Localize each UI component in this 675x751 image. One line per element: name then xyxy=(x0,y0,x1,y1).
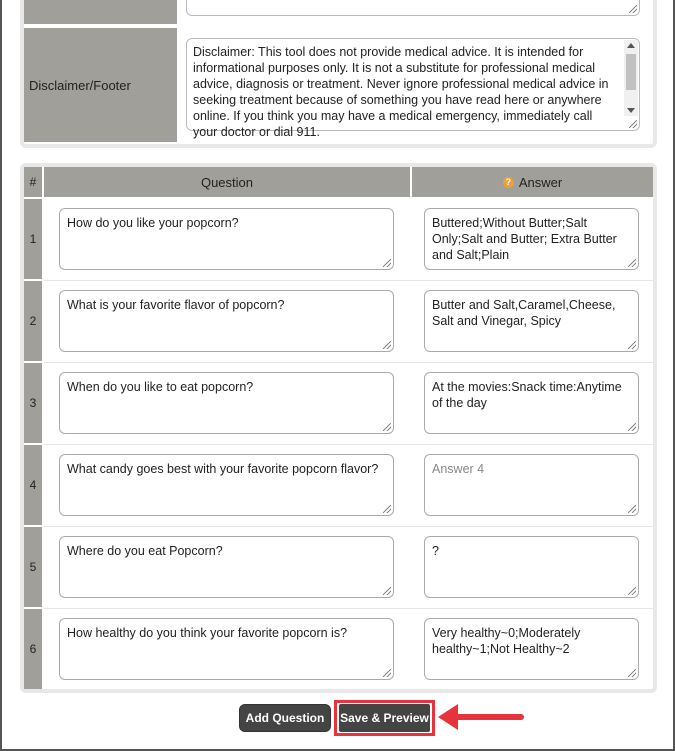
question-input[interactable] xyxy=(59,454,394,516)
answer-text: Very healthy~0;Moderately healthy~1;Not Healthy~2 xyxy=(432,626,581,656)
pointer-arrow-shaft xyxy=(454,714,524,720)
resize-grip-icon[interactable] xyxy=(629,120,637,128)
resize-grip-icon[interactable] xyxy=(383,505,391,513)
previous-field-label xyxy=(24,0,177,26)
resize-grip-icon[interactable] xyxy=(628,259,636,267)
question-text: What candy goes best with your favorite popcorn flavor? xyxy=(67,462,379,476)
table-row xyxy=(24,609,653,689)
question-input[interactable] xyxy=(59,290,394,352)
resize-grip-icon[interactable] xyxy=(628,669,636,677)
question-input[interactable] xyxy=(59,536,394,598)
question-text: What is your favorite flavor of popcorn? xyxy=(67,298,285,312)
disclaimer-textarea[interactable] xyxy=(186,38,640,139)
disclaimer-text: Disclaimer: This tool does not provide medical advice. It is intended for informational purposes only. It is not a substitute for professional medical advice, diagnosis or treatment. Never ignore professional medical advice in seeking treatment because of something you have read here or anywhere online. If you think you may have a medical emergency, immediately call your doctor or dial 911. xyxy=(193,45,609,139)
answer-input[interactable] xyxy=(424,208,639,270)
resize-grip-icon[interactable] xyxy=(628,341,636,349)
resize-grip-icon[interactable] xyxy=(628,423,636,431)
resize-grip-icon[interactable] xyxy=(383,669,391,677)
row-number: 5 xyxy=(24,527,42,607)
row-number: 4 xyxy=(24,445,42,525)
question-text: How healthy do you think your favorite popcorn is? xyxy=(67,626,348,640)
answer-input[interactable] xyxy=(424,536,639,598)
resize-grip-icon[interactable] xyxy=(628,587,636,595)
resize-grip-icon[interactable] xyxy=(628,505,636,513)
question-text: Where do you eat Popcorn? xyxy=(67,544,223,558)
answer-text: Buttered;Without Butter;Salt Only;Salt and Butter; Extra Butter and Salt;Plain xyxy=(432,216,617,262)
help-icon[interactable]: ? xyxy=(503,177,514,188)
resize-grip-icon[interactable] xyxy=(383,259,391,267)
row-number: 6 xyxy=(24,609,42,689)
add-question-button[interactable]: Add Question xyxy=(239,704,331,732)
question-input[interactable] xyxy=(59,372,394,434)
table-row xyxy=(24,199,653,279)
scroll-up-arrow-icon[interactable] xyxy=(627,43,635,48)
disclaimer-label: Disclaimer/Footer xyxy=(24,28,177,142)
save-preview-button[interactable]: Save & Preview xyxy=(339,704,430,732)
resize-grip-icon[interactable] xyxy=(383,423,391,431)
answer-text: At the movies:Snack time:Anytime of the day xyxy=(432,380,622,410)
resize-grip-icon[interactable] xyxy=(629,5,637,13)
resize-grip-icon[interactable] xyxy=(383,587,391,595)
row-number: 3 xyxy=(24,363,42,443)
table-row xyxy=(24,527,653,607)
row-number: 1 xyxy=(24,199,42,279)
scroll-down-arrow-icon[interactable] xyxy=(627,108,635,113)
answer-input[interactable] xyxy=(424,618,639,680)
answer-text: Butter and Salt,Caramel,Cheese, Salt and Vinegar, Spicy xyxy=(432,298,616,328)
previous-field-textarea[interactable] xyxy=(186,0,640,16)
header-answer xyxy=(412,167,653,197)
table-row xyxy=(24,281,653,361)
header-question: Question xyxy=(44,167,410,197)
table-row xyxy=(24,445,653,525)
table-row xyxy=(24,363,653,443)
answer-input[interactable] xyxy=(424,454,639,516)
question-input[interactable] xyxy=(59,618,394,680)
resize-grip-icon[interactable] xyxy=(383,341,391,349)
scroll-thumb[interactable] xyxy=(626,54,636,90)
question-text: How do you like your popcorn? xyxy=(67,216,239,230)
answer-input[interactable] xyxy=(424,290,639,352)
questions-table xyxy=(20,163,657,693)
disclaimer-scrollbar[interactable] xyxy=(624,40,638,116)
table-header xyxy=(24,167,653,197)
settings-panel xyxy=(20,0,657,148)
question-text: When do you like to eat popcorn? xyxy=(67,380,254,394)
answer-text: ? xyxy=(432,544,439,558)
row-number: 2 xyxy=(24,281,42,361)
header-number: # xyxy=(24,167,42,197)
question-input[interactable] xyxy=(59,208,394,270)
answer-placeholder: Answer 4 xyxy=(432,462,485,476)
header-answer-label: Answer xyxy=(518,174,563,190)
answer-input[interactable] xyxy=(424,372,639,434)
